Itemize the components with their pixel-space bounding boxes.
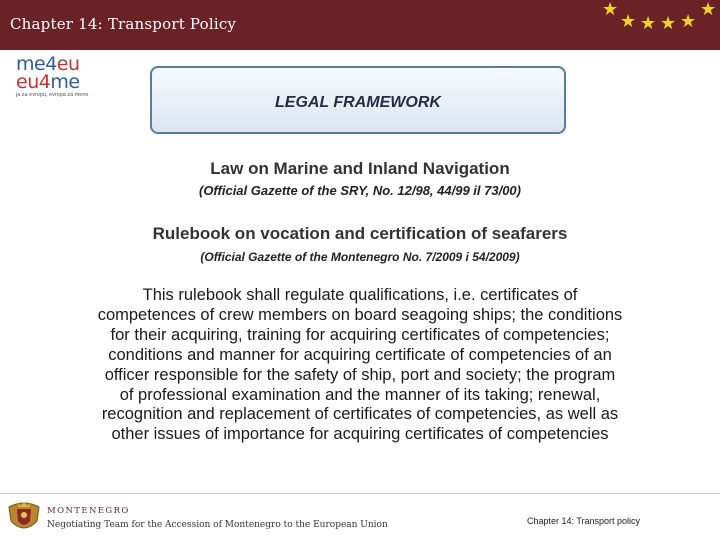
description-line: conditions and manner for acquiring certificate of competencies of an (108, 345, 612, 364)
logo-text-eu4: eu4 (16, 71, 51, 93)
description-line: recognition and replacement of certificates of competencies, as well as (101, 405, 619, 424)
footer-country: MONTENEGRO (47, 506, 130, 516)
description-line: This rulebook shall regulate qualifications, i.e. certificates of (142, 286, 578, 304)
description-line: competences of crew members on board seagoing ships; the conditions (97, 305, 623, 324)
footer-chapter: Chapter 14: Transport policy (527, 516, 641, 526)
logo-text-me: me (50, 71, 80, 93)
description-line: other issues of importance for acquiring certificates of competencies (111, 425, 609, 444)
logo-text-eu: eu (56, 53, 80, 75)
footer-divider (0, 493, 720, 494)
law-title: Law on Marine and Inland Navigation (210, 159, 510, 178)
description-line: officer responsible for the safety of ship, port and society; the program (104, 365, 616, 384)
coat-of-arms-icon (5, 499, 43, 537)
me4eu-logo (16, 55, 116, 100)
rulebook-title: Rulebook on vocation and certification of seafarers (152, 224, 568, 243)
logo-text-me4: me4 (16, 53, 57, 75)
rulebook-description (40, 286, 680, 445)
logo-tagline: ja za evropu, evropa za mene (16, 92, 89, 98)
header-bar (0, 0, 720, 50)
legal-framework-title: LEGAL FRAMEWORK (275, 94, 441, 111)
rulebook-gazette-reference: (Official Gazette of the Montenegro No. 7/2009 i 54/2009) (200, 250, 520, 264)
law-gazette-reference: (Official Gazette of the SRY, No. 12/98, 44/99 il 73/00) (198, 183, 521, 198)
page-title: Chapter 14: Transport Policy (10, 15, 237, 33)
footer-negotiating-team: Negotiating Team for the Accession of Montenegro to the European Union (47, 520, 388, 530)
eu-stars-icon: ★ ★ ★ ★ ★ ★ (602, 0, 717, 33)
description-line: of professional examination and the manner of its taking; renewal, (119, 385, 601, 404)
legal-framework-box (150, 66, 566, 134)
description-line: for their acquiring, training for acquiring certificates of competencies; (110, 325, 610, 344)
